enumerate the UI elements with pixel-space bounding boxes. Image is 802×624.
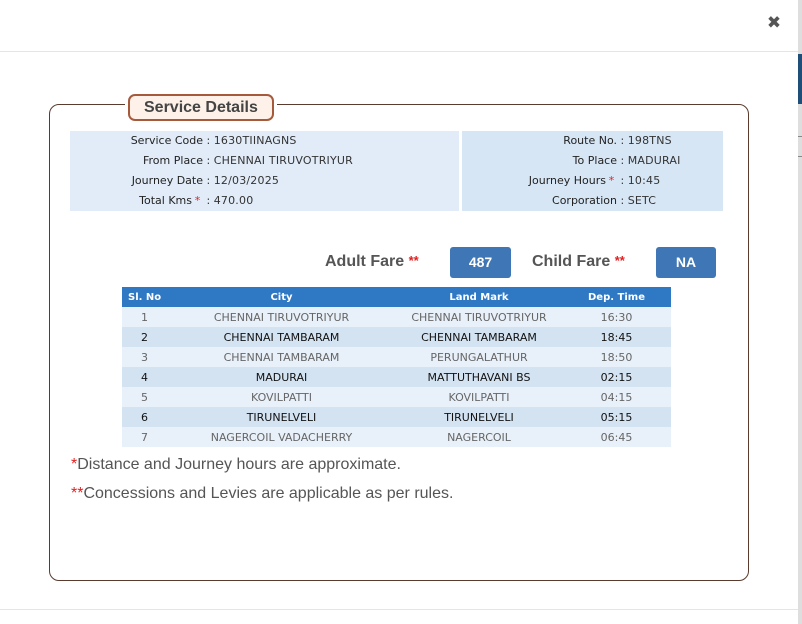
service-details-legend: Service Details (128, 94, 274, 121)
journey-hours-value: 10:45 (627, 174, 661, 187)
info-row-route-no: Route No. : 198TNS (563, 134, 672, 147)
background-page-edge (798, 0, 802, 624)
service-info-panel (70, 131, 723, 211)
child-fare-label: Child Fare ** (532, 253, 625, 270)
header-city: City (167, 287, 396, 307)
note-approximate: *Distance and Journey hours are approximate. (71, 456, 401, 473)
info-row-journey-hours: Journey Hours * : 10:45 (528, 174, 661, 187)
table-row: 1 CHENNAI TIRUVOTRIYUR CHENNAI TIRUVOTRIYUR 16:30 (122, 307, 671, 327)
table-row: 2 CHENNAI TAMBARAM CHENNAI TAMBARAM 18:45 (122, 327, 671, 347)
service-info-right (462, 131, 723, 211)
modal-header (0, 0, 798, 52)
info-row-journey-date: Journey Date : 12/03/2025 (131, 174, 280, 187)
header-sl-no: Sl. No (122, 287, 167, 307)
total-kms-value: 470.00 (213, 194, 254, 207)
header-land-mark: Land Mark (396, 287, 562, 307)
service-info-left (70, 131, 459, 211)
note-concessions: **Concessions and Levies are applicable as per rules. (71, 485, 454, 502)
table-row: 5 KOVILPATTI KOVILPATTI 04:15 (122, 387, 671, 407)
header-dep-time: Dep. Time (562, 287, 671, 307)
info-row-service-code: Service Code : 1630TIINAGNS (130, 134, 297, 147)
info-row-from-place: From Place : CHENNAI TIRUVOTRIYUR (143, 154, 353, 167)
table-row: 3 CHENNAI TAMBARAM PERUNGALATHUR 18:50 (122, 347, 671, 367)
journey-date-value: 12/03/2025 (213, 174, 280, 187)
route-stops-table (122, 287, 671, 447)
table-row: 4 MADURAI MATTUTHAVANI BS 02:15 (122, 367, 671, 387)
info-row-to-place: To Place : MADURAI (572, 154, 681, 167)
corporation-value: SETC (627, 194, 657, 207)
from-place-value: CHENNAI TIRUVOTRIYUR (213, 154, 353, 167)
service-code-value: 1630TIINAGNS (213, 134, 297, 147)
table-row: 7 NAGERCOIL VADACHERRY NAGERCOIL 06:45 (122, 427, 671, 447)
adult-fare-label: Adult Fare ** (325, 253, 419, 270)
table-header-row (122, 287, 671, 307)
close-icon[interactable]: ✖ (766, 13, 782, 33)
adult-fare-value: 487 (450, 247, 511, 278)
modal-footer-divider (0, 609, 798, 610)
info-row-total-kms: Total Kms * : 470.00 (139, 194, 254, 207)
child-fare-value: NA (656, 247, 716, 278)
table-row: 6 TIRUNELVELI TIRUNELVELI 05:15 (122, 407, 671, 427)
to-place-value: MADURAI (627, 154, 681, 167)
info-row-corporation: Corporation : SETC (552, 194, 657, 207)
route-no-value: 198TNS (627, 134, 672, 147)
